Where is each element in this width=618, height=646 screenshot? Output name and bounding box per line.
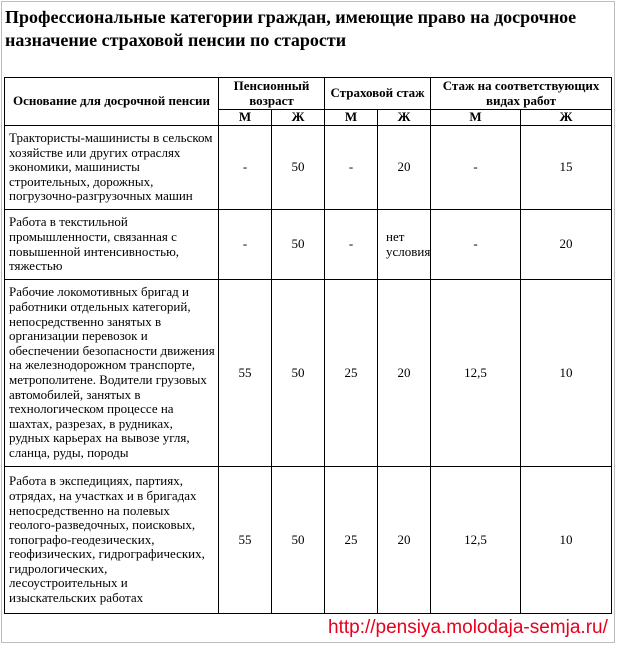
age-f: 50: [272, 126, 325, 210]
spec-m: 12,5: [431, 280, 521, 467]
row-basis: Рабочие локомотивных бригад и работники отдельных категорий, непосредственно занятых в организации перевозок и обеспечении безопасности движения на железнодорожном транспорте, метрополитене. Водители грузовых автомобилей, занятых в технологическом процессе на шахтах, разрезах, в рудниках, рудных карьерах на вывозе угля, сланца, руды, породы: [5, 280, 219, 467]
table-row: [5, 210, 612, 280]
spec-f: 20: [521, 210, 612, 280]
page-title: Профессиональные категории граждан, имеющие право на досрочное назначение страховой пенсии по старости: [5, 7, 577, 50]
ins-f: 20: [378, 126, 431, 210]
header-special: Стаж на соответствующих видах работ: [431, 78, 612, 110]
spec-m: -: [431, 210, 521, 280]
header-basis: Основание для досрочной пенсии: [5, 78, 219, 126]
spec-f: 15: [521, 126, 612, 210]
subheader-spec-m: М: [431, 110, 521, 126]
source-url-watermark: http://pensiya.molodaja-semja.ru/: [328, 617, 608, 638]
age-m: -: [219, 126, 272, 210]
spec-m: 12,5: [431, 467, 521, 614]
subheader-spec-f: Ж: [521, 110, 612, 126]
table-row: [5, 467, 612, 614]
subheader-age-m: М: [219, 110, 272, 126]
ins-m: -: [325, 210, 378, 280]
table-row: [5, 126, 612, 210]
header-age: Пенсионный возраст: [219, 78, 325, 110]
age-f: 50: [272, 280, 325, 467]
ins-m: -: [325, 126, 378, 210]
table-header-row: [5, 78, 612, 110]
table-row: [5, 280, 612, 467]
age-m: 55: [219, 467, 272, 614]
spec-m: -: [431, 126, 521, 210]
age-m: -: [219, 210, 272, 280]
age-f: 50: [272, 467, 325, 614]
ins-f: 20: [378, 467, 431, 614]
ins-m: 25: [325, 467, 378, 614]
age-m: 55: [219, 280, 272, 467]
pension-categories-table: [4, 77, 612, 614]
subheader-ins-f: Ж: [378, 110, 431, 126]
row-basis: Трактористы-машинисты в сельском хозяйстве или других отраслях экономики, машинисты строительных, дорожных, погрузочно-разгрузочных машин: [5, 126, 219, 210]
row-basis: Работа в текстильной промышленности, связанная с повышенной интенсивностью, тяжестью: [5, 210, 219, 280]
subheader-age-f: Ж: [272, 110, 325, 126]
subheader-ins-m: М: [325, 110, 378, 126]
row-basis: Работа в экспедициях, партиях, отрядах, на участках и в бригадах непосредственно на полевых геолого-разведочных, поисковых, топографо-геодезических, геофизических, гидрографических, гидрологических, лесоустроительных и изыскательских работах: [5, 467, 219, 614]
ins-f: нет условия: [378, 210, 431, 280]
ins-m: 25: [325, 280, 378, 467]
age-f: 50: [272, 210, 325, 280]
spec-f: 10: [521, 467, 612, 614]
header-insurance: Страховой стаж: [325, 78, 431, 110]
spec-f: 10: [521, 280, 612, 467]
ins-f: 20: [378, 280, 431, 467]
